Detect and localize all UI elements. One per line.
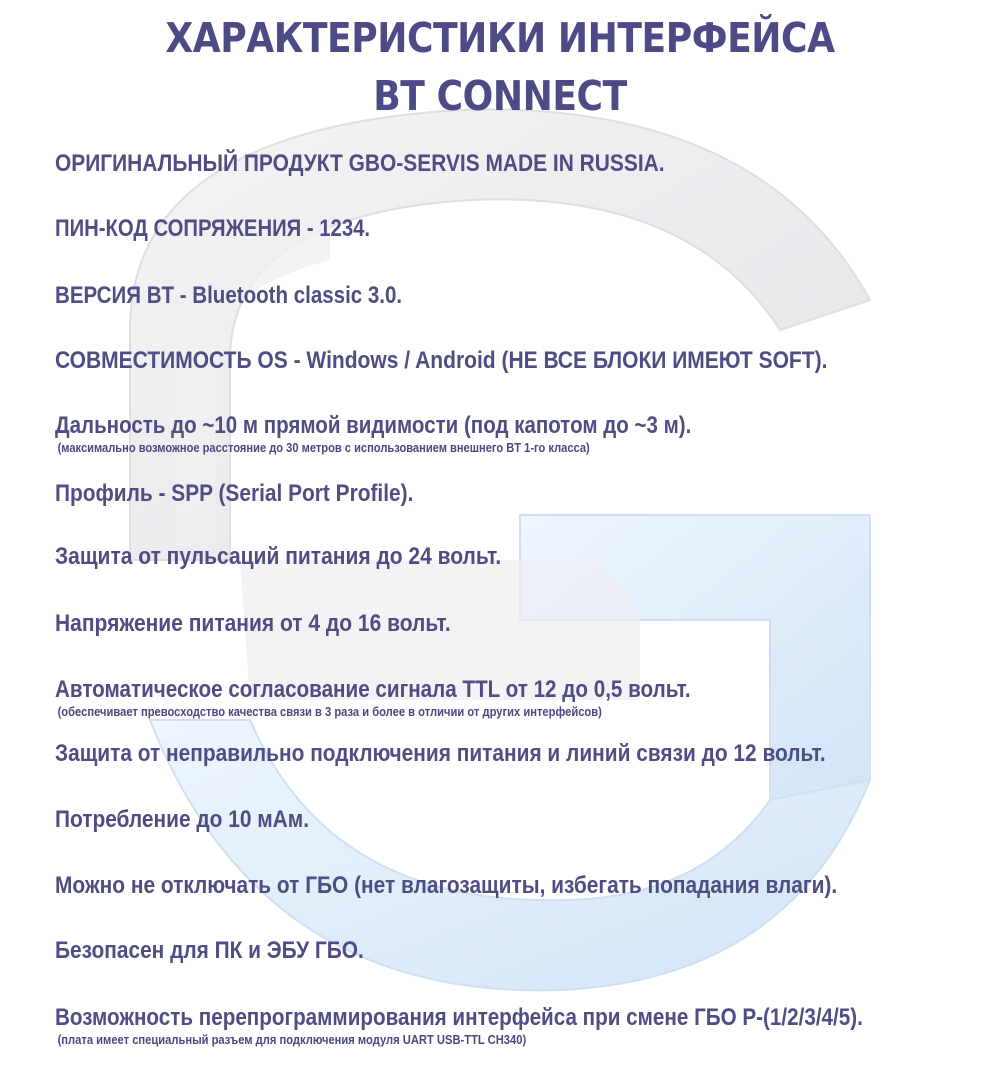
spec-item-safety <box>55 937 364 965</box>
spec-item-always-connected <box>55 872 837 900</box>
spec-text: ВЕРСИЯ BT - Bluetooth classic 3.0. <box>55 282 403 309</box>
spec-item-origin <box>55 150 665 178</box>
spec-note: (плата имеет специальный разъем для подключения модуля UART USB-TTL CH340) <box>57 1032 527 1047</box>
spec-text: Защита от неправильно подключения питания и линий связи до 12 вольт. <box>55 740 826 767</box>
spec-item-profile <box>55 480 413 508</box>
spec-text: Безопасен для ПК и ЭБУ ГБО. <box>55 937 364 964</box>
spec-text: СОВМЕСТИМОСТЬ OS - Windows / Android (НЕ ВСЕ БЛОКИ ИМЕЮТ SOFT). <box>55 347 828 374</box>
spec-text: Защита от пульсаций питания до 24 вольт. <box>55 543 502 570</box>
spec-item-consumption <box>55 806 309 834</box>
spec-item-supply-voltage <box>55 610 451 638</box>
spec-text: Дальность до ~10 м прямой видимости (под капотом до ~3 м). <box>55 412 692 439</box>
spec-text: Напряжение питания от 4 до 16 вольт. <box>55 610 451 637</box>
page-title-line-2: BT CONNECT <box>373 72 627 120</box>
page-title-line-1: ХАРАКТЕРИСТИКИ ИНТЕРФЕЙСА <box>165 14 835 62</box>
spec-item-reprogramming <box>55 1004 863 1048</box>
spec-note: (обеспечивает превосходство качества связи в 3 раза и более в отличии от других интерфейсов) <box>57 704 602 719</box>
spec-note: (максимально возможное расстояние до 30 метров с использованием внешнего BT 1-го класса) <box>57 440 590 455</box>
spec-text: ПИН-КОД СОПРЯЖЕНИЯ - 1234. <box>55 215 371 242</box>
spec-text: ОРИГИНАЛЬНЫЙ ПРОДУКТ GBO-SERVIS MADE IN RUSSIA. <box>55 150 665 177</box>
spec-item-pin <box>55 215 370 243</box>
spec-text: Возможность перепрограммирования интерфейса при смене ГБО Р-(1/2/3/4/5). <box>55 1004 863 1031</box>
spec-item-ripple-protection <box>55 543 501 571</box>
spec-item-bt-version <box>55 282 402 310</box>
spec-text: Автоматическое согласование сигнала TTL от 12 до 0,5 вольт. <box>55 676 691 703</box>
spec-item-reverse-protection <box>55 740 826 768</box>
spec-item-range <box>55 412 691 456</box>
spec-text: Профиль - SPP (Serial Port Profile). <box>55 480 414 507</box>
spec-text: Можно не отключать от ГБО (нет влагозащиты, избегать попадания влаги). <box>55 872 838 899</box>
spec-item-ttl-matching <box>55 676 691 720</box>
spec-text: Потребление до 10 мАм. <box>55 806 310 833</box>
spec-item-os <box>55 347 827 375</box>
